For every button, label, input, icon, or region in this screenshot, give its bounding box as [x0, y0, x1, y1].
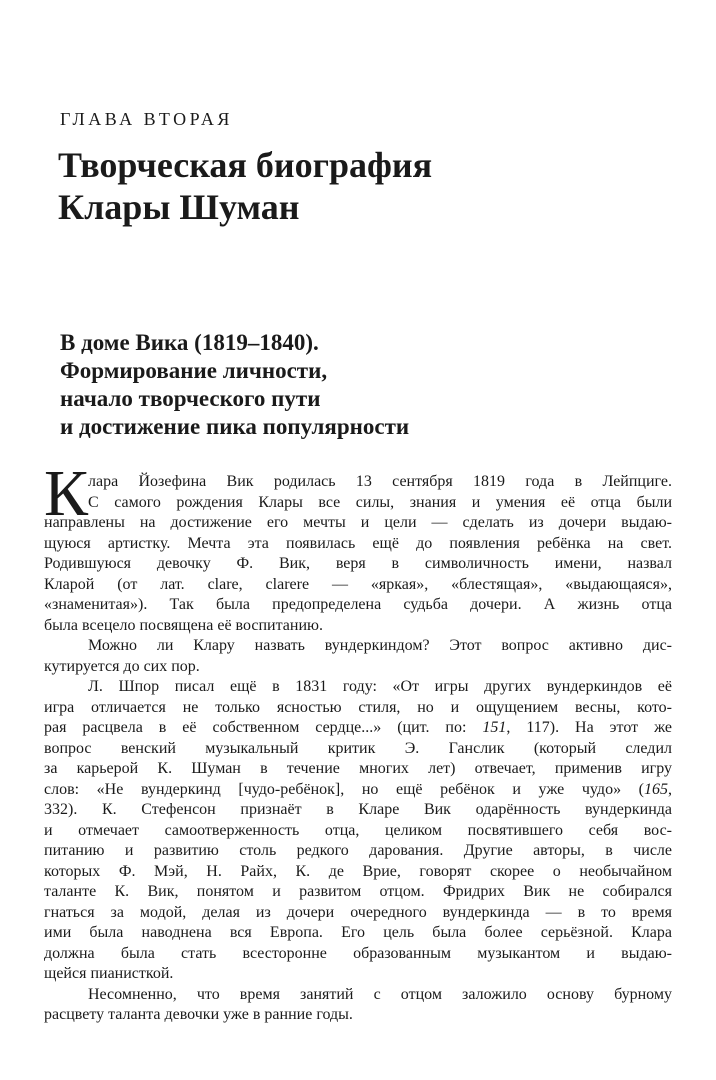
- body-text: [44, 472, 672, 1026]
- body-line: была всецело посвящена её воспитанию.: [44, 616, 323, 634]
- body-line: кутируется до сих пор.: [44, 657, 200, 675]
- body-line: лара Йозефина Вик родилась 13 сентября 1819 года в Лейпциге.: [88, 473, 672, 490]
- body-line: рая расцвела в её собственном сердце...» (цит. по: 151, 117). На этот же: [44, 719, 672, 736]
- body-line: Можно ли Клару назвать вундеркиндом? Этот вопрос активно дис-: [88, 637, 672, 654]
- body-line: игра отличается не только ясностью стиля, но и ощущением весны, кото-: [44, 698, 672, 716]
- body-line: направлены на достижение его мечты и цели — сделать из дочери выдаю-: [44, 514, 672, 531]
- body-line: и отмечает самоотверженность отца, целиком посвятившего себя вос-: [44, 821, 672, 839]
- section-heading-line: В доме Вика (1819–1840).: [60, 330, 319, 355]
- body-line: С самого рождения Клары все силы, знания и умения её отца были: [88, 493, 672, 511]
- body-line: Родившуюся девочку Ф. Вик, веря в символичность имени, назвал: [44, 555, 672, 572]
- body-line: Л. Шпор писал ещё в 1831 году: «От игры других вундеркиндов её: [88, 678, 672, 695]
- section-heading-line: и достижение пика популярности: [60, 414, 410, 439]
- body-line: Несомненно, что время занятий с отцом заложило основу бурному: [88, 985, 672, 1003]
- body-line: питанию и развитию столь редкого дарования. Другие авторы, в числе: [44, 842, 672, 859]
- section-heading: [60, 329, 409, 441]
- section-heading-line: Формирование личности,: [60, 358, 328, 383]
- body-line: за карьерой К. Шуман в течение многих лет) отвечает, применив игру: [44, 760, 672, 777]
- reference-number: 165: [644, 780, 668, 798]
- body-line: таланте К. Вик, понятом и развитом отцом. Фридрих Вик не собирался: [44, 883, 672, 900]
- body-line: ими была наводнена вся Европа. Его цель была более серьёзной. Клара: [44, 924, 672, 941]
- drop-cap: К: [44, 457, 89, 530]
- chapter-title: [58, 144, 432, 228]
- body-line: расцвету таланта девочки уже в ранние годы.: [44, 1006, 353, 1023]
- body-line: Кларой (от лат. clare, clarere — «яркая», «блестящая», «выдающаяся»,: [44, 575, 672, 593]
- body-line: слов: «Не вундеркинд [чудо-ребёнок], но ещё ребёнок и уже чудо» (165,: [44, 780, 672, 798]
- body-line: щуюся артистку. Мечта эта появилась ещё до появления ребёнка на свет.: [44, 534, 672, 552]
- body-line: должна была стать всесторонне образованным музыкантом и выдаю-: [44, 944, 672, 962]
- reference-number: 151: [482, 719, 507, 736]
- body-line: вопрос венский музыкальный критик Э. Ганслик (который следил: [44, 739, 672, 757]
- chapter-title-line: Творческая биография: [58, 145, 433, 185]
- body-line: которых Ф. Мэй, Н. Райх, К. де Врие, говорят скорее о необычайном: [44, 862, 672, 880]
- body-line: 332). К. Стефенсон признаёт в Кларе Вик одарённость вундеркинда: [44, 801, 672, 818]
- chapter-title-line: Клары Шуман: [58, 187, 300, 227]
- body-line: щейся пианисткой.: [44, 965, 174, 982]
- section-heading-line: начало творческого пути: [60, 386, 321, 411]
- body-line: «знаменитая»). Так была предопределена судьба дочери. А жизнь отца: [44, 596, 672, 613]
- body-line: гнаться за модой, делая из дочери очередного вундеркинда — в то время: [44, 903, 672, 921]
- chapter-label: ГЛАВА ВТОРАЯ: [60, 109, 233, 129]
